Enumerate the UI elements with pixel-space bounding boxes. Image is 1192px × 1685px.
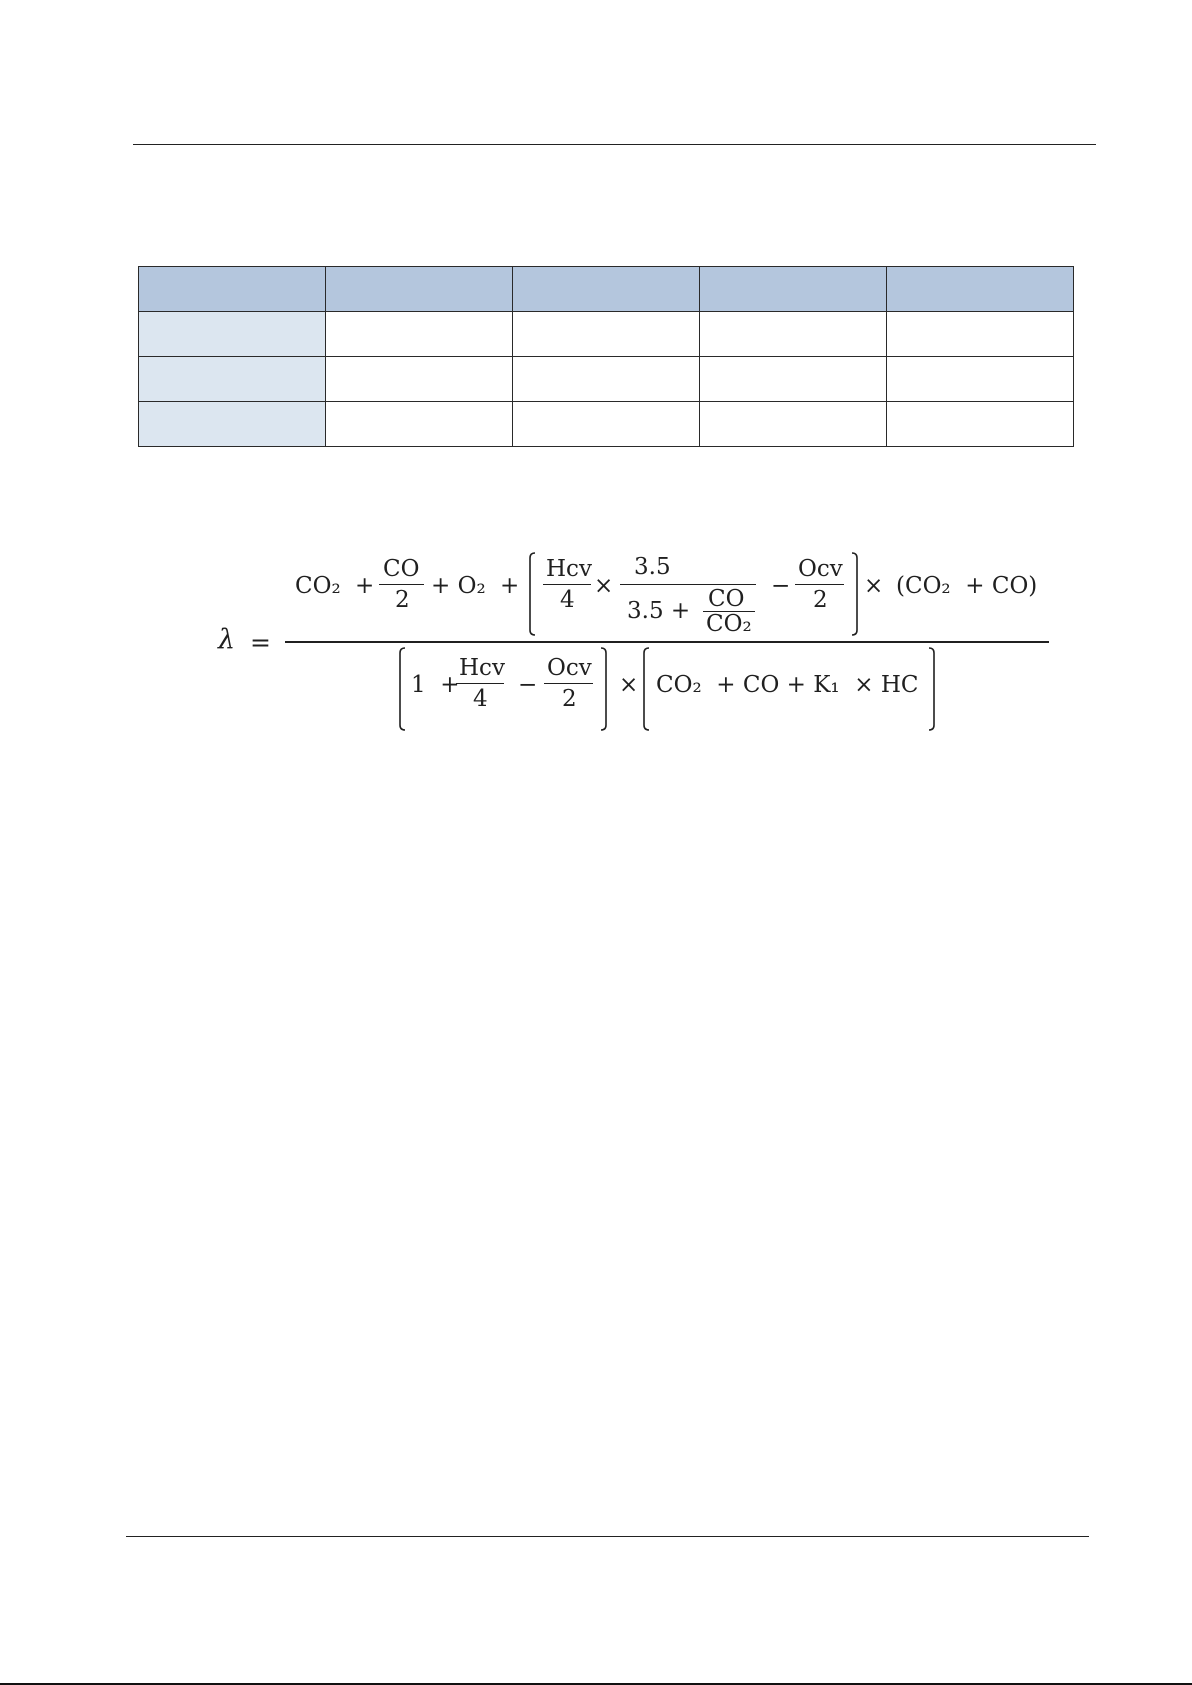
table-cell <box>887 312 1074 357</box>
table-cell <box>139 357 326 402</box>
den-two: 2 <box>562 686 577 712</box>
num-plus-b: + <box>500 573 520 599</box>
fraction-bar <box>544 683 593 684</box>
table-row <box>139 402 1074 447</box>
table-cell <box>700 357 887 402</box>
num-ocv: Ocv <box>798 556 843 582</box>
inner-co: CO <box>708 586 745 612</box>
table-cell <box>513 267 700 312</box>
table-cell <box>513 357 700 402</box>
right-bracket <box>851 552 861 636</box>
num-two: 2 <box>395 587 410 613</box>
left-bracket <box>526 552 536 636</box>
table-cell <box>700 402 887 447</box>
den-minus: − <box>518 672 538 698</box>
den-ocv: Ocv <box>547 655 592 681</box>
num-three-point-five: 3.5 <box>634 554 671 580</box>
num-times: × <box>594 573 614 599</box>
right-bracket <box>928 647 938 731</box>
den-one-plus: 1 + <box>411 672 460 698</box>
table-cell <box>139 402 326 447</box>
fraction-bar <box>456 683 504 684</box>
table-cell <box>513 312 700 357</box>
den-hcv: Hcv <box>459 655 505 681</box>
table-cell <box>700 267 887 312</box>
lambda-symbol: λ <box>218 624 236 655</box>
num-plus-o2: + O₂ <box>431 573 486 599</box>
lambda-equation <box>200 548 1060 738</box>
table-header-row <box>139 267 1074 312</box>
num-times-b: × <box>864 573 884 599</box>
main-fraction-bar <box>285 641 1049 643</box>
den-four: 4 <box>473 686 488 712</box>
table-cell <box>139 267 326 312</box>
fraction-bar <box>620 584 756 585</box>
left-bracket <box>640 647 650 731</box>
num-minus: − <box>771 573 791 599</box>
table-cell <box>887 357 1074 402</box>
equals-sign: = <box>250 628 271 657</box>
table-cell <box>326 267 513 312</box>
table-cell <box>326 312 513 357</box>
num-hcv: Hcv <box>546 556 592 582</box>
den-tail: CO₂ + CO + K₁ × HC <box>656 672 919 698</box>
table-cell <box>139 312 326 357</box>
table-cell <box>887 267 1074 312</box>
num-co: CO <box>383 556 420 582</box>
num-co2: CO₂ <box>295 573 341 599</box>
data-table <box>138 266 1074 447</box>
footer-rule <box>126 1536 1089 1537</box>
right-bracket <box>600 647 610 731</box>
table-cell <box>700 312 887 357</box>
fraction-bar <box>379 584 424 585</box>
header-rule <box>133 144 1096 145</box>
den-three-point-five: 3.5 + <box>627 598 691 624</box>
table-cell <box>513 402 700 447</box>
table-cell <box>326 402 513 447</box>
table-cell <box>326 357 513 402</box>
table-cell <box>887 402 1074 447</box>
table-row <box>139 357 1074 402</box>
num-four: 4 <box>560 587 575 613</box>
num-two-b: 2 <box>813 587 828 613</box>
den-times: × <box>619 672 639 698</box>
num-plus: + <box>355 573 375 599</box>
num-tail: (CO₂ + CO) <box>896 573 1038 599</box>
fraction-bar <box>543 584 591 585</box>
table-row <box>139 312 1074 357</box>
fraction-bar <box>795 584 844 585</box>
left-bracket <box>396 647 406 731</box>
inner-co2: CO₂ <box>706 611 752 637</box>
